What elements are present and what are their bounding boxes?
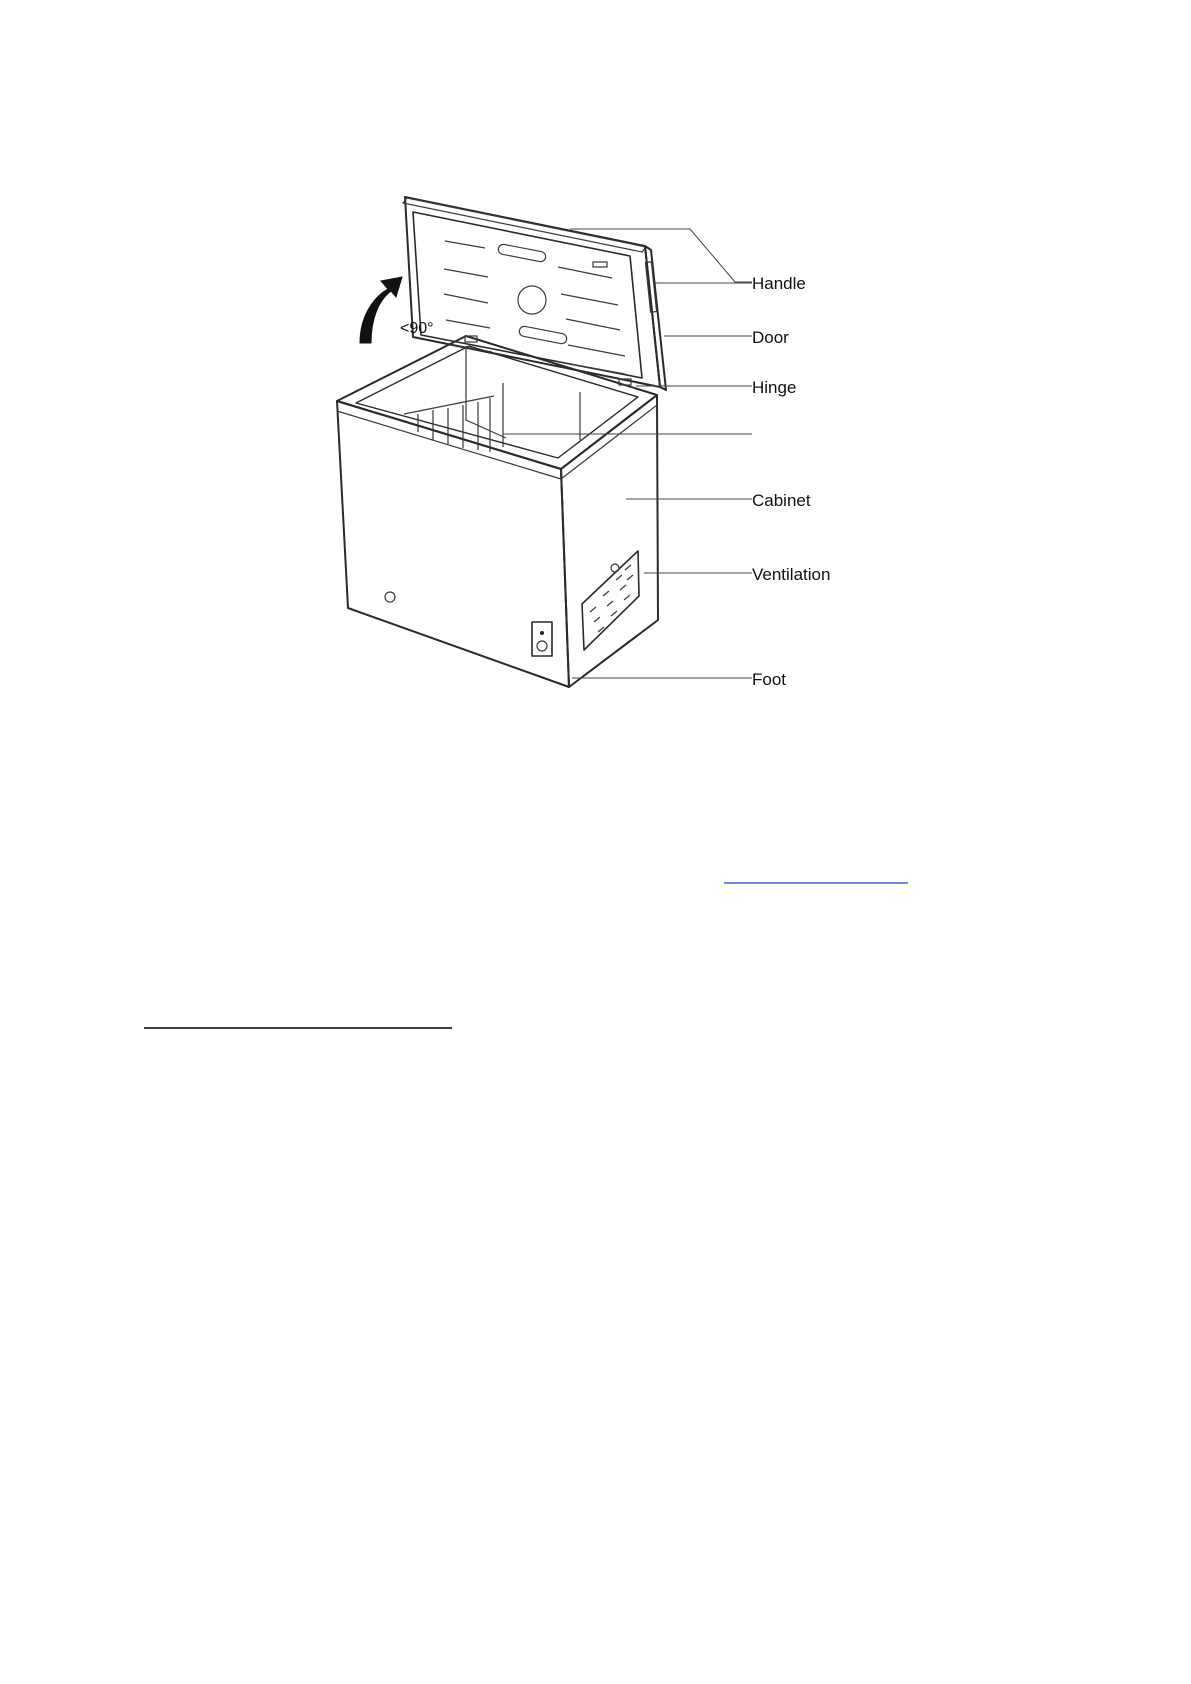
open-arrow-icon — [360, 277, 402, 343]
angle-label: <90° — [400, 320, 434, 337]
callout-door: Door — [752, 328, 789, 347]
callout-ventilation: Ventilation — [752, 565, 831, 584]
callout-hinge: Hinge — [752, 378, 797, 397]
freezer-cabinet — [337, 336, 658, 687]
callout-handle: Handle — [752, 274, 806, 293]
freezer-door — [403, 197, 666, 390]
callout-cabinet: Cabinet — [752, 491, 811, 510]
callout-foot: Foot — [752, 670, 787, 689]
